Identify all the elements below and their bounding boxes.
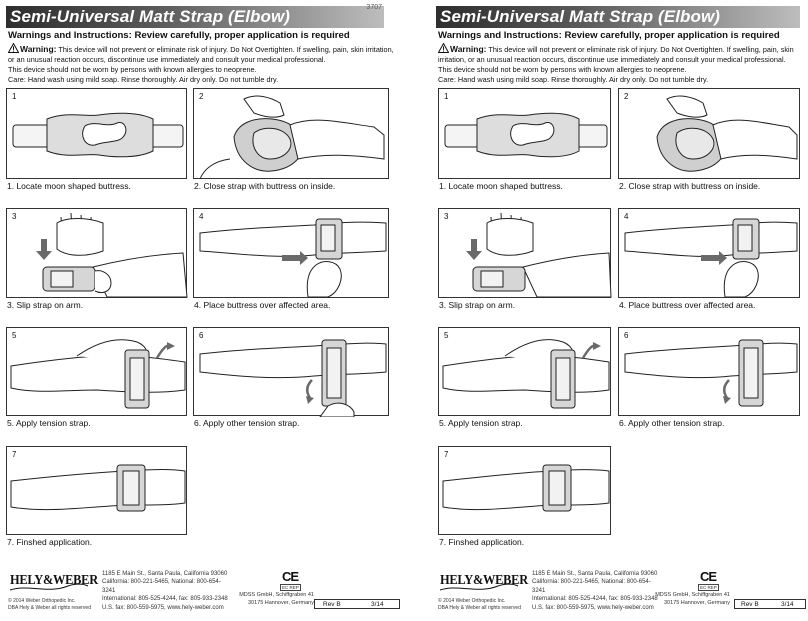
warning-block [8, 43, 400, 85]
step-1-caption: 1. Locate moon shaped buttress. [439, 181, 563, 191]
step-number: 5 [12, 331, 17, 340]
step-2-caption: 2. Close strap with buttress on inside. [194, 181, 336, 191]
revision-box [734, 599, 806, 609]
warning-icon [8, 43, 19, 53]
hands-closing-strap-illustration [194, 89, 390, 180]
step-5-panel [438, 327, 611, 416]
address-line: U.S. fax: 800-559-5975, www.hely-weber.com [102, 604, 224, 611]
ce-mark-text: CE [700, 569, 717, 584]
step-6-panel [618, 327, 800, 416]
step-number: 1 [12, 92, 17, 101]
address-line: International: 805-525-4244, fax: 805-933-2348 [102, 596, 228, 603]
step-2-caption: 2. Close strap with buttress on inside. [619, 181, 761, 191]
step-1-caption: 1. Locate moon shaped buttress. [7, 181, 131, 191]
apply-other-strap-illustration [194, 328, 390, 417]
care-text: Care: Hand wash using mild soap. Rinse thoroughly. Air dry only. Do not tumble dry. [8, 75, 279, 84]
title-bar [436, 6, 800, 28]
step-3-panel [438, 208, 611, 298]
place-buttress-illustration [619, 209, 801, 299]
address-line: International: 805-525-4244, fax: 805-933-2348 [532, 596, 658, 603]
copyright-line: DBA Hely & Weber all rights reserved [438, 605, 521, 611]
mdss-line: MDSS GmbH, Schiffgraben 41 [655, 592, 730, 598]
copyright-line: DBA Hely & Weber all rights reserved [8, 605, 91, 611]
document-code: 3707 [366, 4, 382, 11]
revision: Rev B [741, 601, 759, 608]
instruction-sheet-right [430, 0, 808, 621]
slip-strap-illustration [7, 209, 188, 299]
step-7-panel [6, 446, 187, 535]
instructions-heading: Warnings and Instructions: Review carefully, proper application is required [8, 30, 350, 41]
step-4-panel [193, 208, 389, 298]
step-number: 7 [444, 450, 449, 459]
revision: Rev B [323, 601, 341, 608]
step-number: 2 [199, 92, 204, 101]
step-4-caption: 4. Place buttress over affected area. [619, 300, 756, 310]
apply-tension-strap-illustration [7, 328, 188, 417]
copyright-line: © 2014 Weber Orthopedic Inc. [8, 598, 76, 604]
step-6-panel [193, 327, 389, 416]
address-line: 1185 E Main St., Santa Paula, California 93060 [532, 571, 658, 577]
finished-application-illustration [7, 447, 188, 536]
step-1-panel [438, 88, 611, 179]
mdss-line: MDSS GmbH, Schiffgraben 41 [239, 592, 314, 598]
footer [6, 566, 402, 618]
brand-logo [438, 568, 528, 594]
step-number: 6 [199, 331, 204, 340]
step-6-caption: 6. Apply other tension strap. [194, 418, 300, 428]
step-number: 6 [624, 331, 629, 340]
step-5-caption: 5. Apply tension strap. [7, 418, 91, 428]
place-buttress-illustration [194, 209, 390, 299]
step-number: 4 [199, 212, 204, 221]
step-7-caption: 7. Finshed application. [439, 537, 525, 547]
step-number: 3 [12, 212, 17, 221]
copyright [438, 598, 533, 612]
step-2-panel [618, 88, 800, 179]
apply-tension-strap-illustration [439, 328, 612, 417]
instructions-heading: Warnings and Instructions: Review carefully, proper application is required [438, 30, 780, 41]
step-2-panel [193, 88, 389, 179]
hands-closing-strap-illustration [619, 89, 801, 180]
step-5-caption: 5. Apply tension strap. [439, 418, 523, 428]
step-3-panel [6, 208, 187, 298]
revision-box [314, 599, 400, 609]
eu-representative [650, 592, 730, 607]
warning-text: This device will not prevent or eliminate risk of injury. Do Not Overtighten. If swelling, pain, skin irritation, or an unusual reaction occurs, discontinue use immediately and consult your medical professional. [8, 45, 394, 64]
step-6-caption: 6. Apply other tension strap. [619, 418, 725, 428]
warning-block [438, 43, 808, 85]
mdss-line: 30175 Hannover, Germany [663, 599, 730, 606]
ce-mark-text: CE [282, 569, 299, 584]
step-number: 2 [624, 92, 629, 101]
brand-logo-text: HELY&WEBER [440, 572, 528, 587]
ce-mark [282, 568, 302, 582]
finished-application-illustration [439, 447, 612, 536]
step-3-caption: 3. Slip strap on arm. [7, 300, 84, 310]
copyright-line: © 2014 Weber Orthopedic Inc. [438, 598, 506, 604]
step-5-panel [6, 327, 187, 416]
step-3-caption: 3. Slip strap on arm. [439, 300, 516, 310]
step-4-caption: 4. Place buttress over affected area. [194, 300, 331, 310]
allergy-text: This device should not be worn by persons with known allergies to neoprene. [8, 65, 257, 74]
step-7-caption: 7. Finshed application. [7, 537, 93, 547]
eu-representative [234, 592, 314, 607]
care-text: Care: Hand wash using mild soap. Rinse thoroughly. Air dry only. Do not tumble dry. [438, 75, 709, 84]
company-address [532, 570, 662, 612]
strap-illustration [7, 89, 188, 180]
document-title: Semi-Universal Matt Strap (Elbow) [10, 7, 291, 26]
ec-rep-badge: EC REP [282, 585, 299, 590]
step-number: 7 [12, 450, 17, 459]
revision-date: 3/14 [781, 601, 794, 608]
step-4-panel [618, 208, 800, 298]
copyright [8, 598, 103, 612]
step-number: 3 [444, 212, 449, 221]
revision-date: 3/14 [371, 601, 384, 608]
brand-logo [8, 568, 98, 594]
brand-logo-text: HELY&WEBER [10, 572, 98, 587]
title-bar [6, 6, 384, 28]
address-line: California: 800-221-5465, National: 800-654-3241 [532, 579, 651, 594]
document-title: Semi-Universal Matt Strap (Elbow) [440, 7, 721, 26]
ce-mark [700, 568, 720, 582]
ec-rep-badge: EC REP [700, 585, 717, 590]
mdss-line: 30175 Hannover, Germany [247, 599, 314, 606]
strap-illustration [439, 89, 612, 180]
address-line: California: 800-221-5465, National: 800-654-3241 [102, 579, 221, 594]
apply-other-strap-illustration [619, 328, 801, 417]
warning-label: Warning: [450, 44, 487, 54]
address-line: U.S. fax: 800-559-5975, www.hely-weber.com [532, 604, 654, 611]
address-line: 1185 E Main St., Santa Paula, California 93060 [102, 571, 228, 577]
step-number: 4 [624, 212, 629, 221]
step-7-panel [438, 446, 611, 535]
warning-label: Warning: [20, 44, 57, 54]
warning-text: This device will not prevent or eliminate risk of injury. Do Not Overtighten. If swelling, pain, skin irritation, or an unusual reaction occurs, discontinue use immediately and consult your medical professional. [438, 45, 794, 64]
company-address [102, 570, 232, 612]
step-number: 5 [444, 331, 449, 340]
allergy-text: This device should not be worn by persons with known allergies to neoprene. [438, 65, 687, 74]
warning-icon [438, 43, 449, 53]
footer [436, 566, 808, 618]
step-1-panel [6, 88, 187, 179]
step-number: 1 [444, 92, 449, 101]
slip-strap-illustration [439, 209, 612, 299]
